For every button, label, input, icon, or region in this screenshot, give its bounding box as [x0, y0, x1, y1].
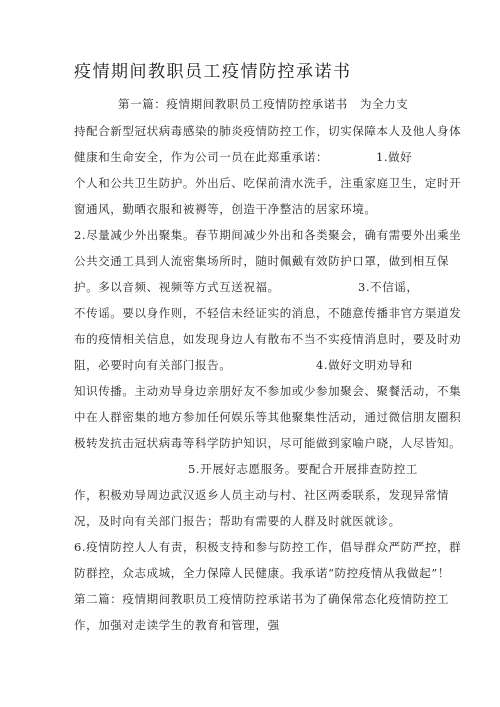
text-line: 作，积极劝导周边武汉返乡人员主动与村、社区两委联系，发现异常情 — [74, 488, 450, 502]
text-segment: 为全力支 — [360, 97, 409, 111]
text-line: 布的疫情相关信息，如发现身边人有散布不当不实疫情消息时，要及时劝 — [74, 332, 462, 346]
text-line: 况，及时向有关部门报告；帮助有需要的人群及时就医就诊。 — [74, 514, 401, 528]
text-line: 防群控，众志成城，全力保障人民健康。我承诺“防控疫情从我做起”！ — [74, 566, 450, 580]
text-line: 公共交通工具到人流密集场所时，随时佩戴有效防护口罩，做到相互保 — [74, 254, 450, 268]
section-heading-1: 第一篇：疫情期间教职员工疫情防控承诺书 — [118, 97, 348, 111]
text-line: 健康和生命安全，作为公司一员在此郑重承诺： — [74, 150, 329, 164]
text-line: 作，加强对走读学生的教育和管理，强 — [74, 618, 280, 632]
text-line: 知识传播。主动劝导身边亲朋好友不参加或少参加聚会、聚餐活动，不集 — [74, 384, 462, 398]
list-item-number-4: 4.做好文明劝导和 — [316, 358, 413, 372]
document-title: 疫情期间教职员工疫情防控承诺书 — [74, 62, 352, 82]
text-line: 极转发抗击冠状病毒等科学防护知识，尽可能做到家喻户晓，人尽皆知。 — [74, 436, 462, 450]
text-line: 阻，必要时向有关部门报告。 — [74, 358, 232, 372]
text-line: 不传谣。要以身作则，不轻信未经证实的消息，不随意传播非官方渠道发 — [74, 306, 462, 320]
section-heading-2: 第二篇：疫情期间教职员工疫情防控承诺书为了确保常态化疫情防控工 — [74, 592, 450, 606]
list-item-5: 5.开展好志愿服务。要配合开展排查防控工 — [188, 462, 418, 476]
text-line: 护。多以音频、视频等方式互送祝福。 — [74, 280, 280, 294]
list-item-number-1: 1.做好 — [376, 150, 413, 164]
list-item-number-3: 3.不信谣， — [358, 280, 419, 294]
text-line: 个人和公共卫生防护。外出后、吃保前清水洗手，注重家庭卫生，定时开 — [74, 176, 462, 190]
text-line: 窗通风，勤晒衣服和被褥等，创造干净整洁的居家环境。 — [74, 202, 377, 216]
text-line: 中在人群密集的地方参加任何娱乐等其他聚集性活动，通过微信朋友圈积 — [74, 410, 462, 424]
list-item-6: 6.疫情防控人人有责，积极支持和参与防控工作，倡导群众严防严控，群 — [74, 540, 462, 554]
list-item-2: 2.尽量减少外出聚集。春节期间减少外出和各类聚会，确有需要外出乘坐 — [74, 228, 462, 242]
text-line: 持配合新型冠状病毒感染的肺炎疫情防控工作，切实保障本人及他人身体 — [74, 124, 462, 138]
